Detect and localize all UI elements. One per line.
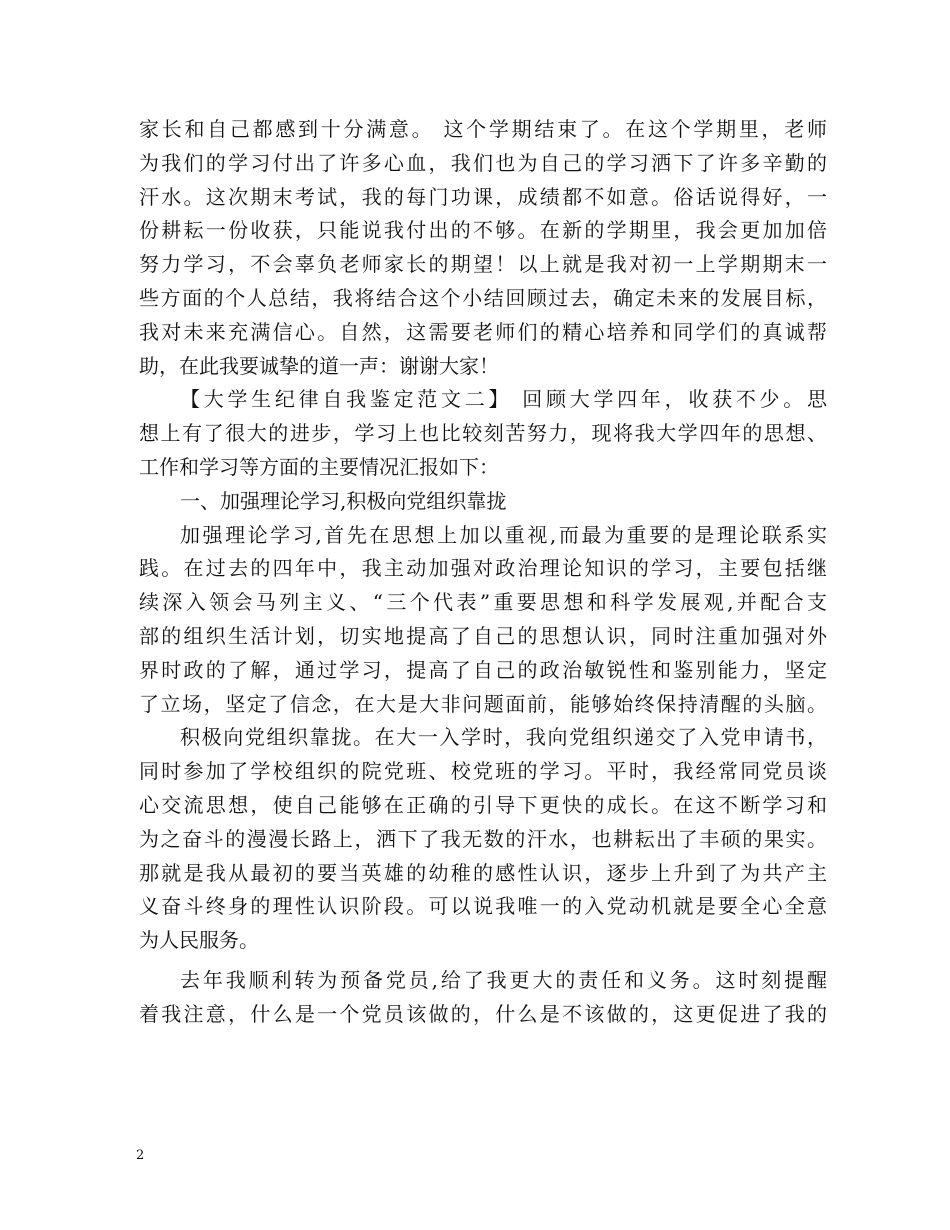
text-line: 着我注意，什么是一个党员该做的，什么是不该做的，这更促进了我的 (139, 1001, 827, 1026)
text-line: 工作和学习等方面的主要情况汇报如下： (139, 454, 499, 479)
text-line: 同时参加了学校组织的院党班、校党班的学习。平时，我经常同党员谈 (139, 759, 827, 784)
text-line: 续深入领会马列主义、“三个代表”重要思想和科学发展观,并配合支 (139, 590, 827, 615)
text-line: 了立场，坚定了信念，在大是大非问题面前，能够始终保持清醒的头脑。 (139, 691, 827, 716)
text-line: 些方面的个人总结，我将结合这个小结回顾过去，确定未来的发展目标， (139, 285, 827, 310)
text-line: 份耕耘一份收获，只能说我付出的不够。在新的学期里，我会更加加倍 (139, 218, 827, 243)
text-line: 为人民服务。 (139, 928, 259, 953)
text-line: 加强理论学习,首先在思想上加以重视,而最为重要的是理论联系实 (180, 522, 827, 547)
text-line: 积极向党组织靠拢。在大一入学时，我向党组织递交了入党申请书， (180, 725, 827, 750)
text-line: 部的组织生活计划，切实地提高了自己的思想认识，同时注重加强对外 (139, 623, 827, 648)
text-line: 界时政的了解，通过学习，提高了自己的政治敏锐性和鉴别能力，坚定 (139, 657, 827, 682)
text-line: 那就是我从最初的要当英雄的幼稚的感性认识，逐步上升到了为共产主 (139, 860, 827, 885)
page-number: 2 (136, 1148, 145, 1163)
text-line: 为之奋斗的漫漫长路上，洒下了我无数的汗水，也耕耘出了丰硕的果实。 (139, 826, 827, 851)
text-line: 心交流思想，使自己能够在正确的引导下更快的成长。在这不断学习和 (139, 792, 827, 817)
document-body (139, 113, 827, 1032)
text-line: 助，在此我要诚挚的道一声：谢谢大家！ (139, 353, 499, 378)
text-line: 我对未来充满信心。自然，这需要老师们的精心培养和同学们的真诚帮 (139, 319, 827, 344)
text-line: 义奋斗终身的理性认识阶段。可以说我唯一的入党动机就是要全心全意 (139, 894, 827, 919)
text-line: 为我们的学习付出了许多心血，我们也为自己的学习洒下了许多辛勤的 (139, 150, 827, 175)
text-line: 【大学生纪律自我鉴定范文二】 回顾大学四年，收获不少。思 (180, 387, 827, 412)
text-line: 家长和自己都感到十分满意。 这个学期结束了。在这个学期里，老师 (139, 117, 827, 141)
text-line: 汗水。这次期末考试，我的每门功课，成绩都不如意。俗话说得好，一 (139, 184, 827, 209)
text-line: 想上有了很大的进步，学习上也比较刻苦努力，现将我大学四年的思想、 (139, 421, 827, 446)
text-line: 一、加强理论学习,积极向党组织靠拢 (180, 488, 507, 513)
text-line: 践。在过去的四年中，我主动加强对政治理论知识的学习，主要包括继 (139, 556, 827, 581)
text-line: 去年我顺利转为预备党员,给了我更大的责任和义务。这时刻提醒 (180, 967, 827, 992)
text-line: 努力学习，不会辜负老师家长的期望！以上就是我对初一上学期期末一 (139, 252, 827, 277)
